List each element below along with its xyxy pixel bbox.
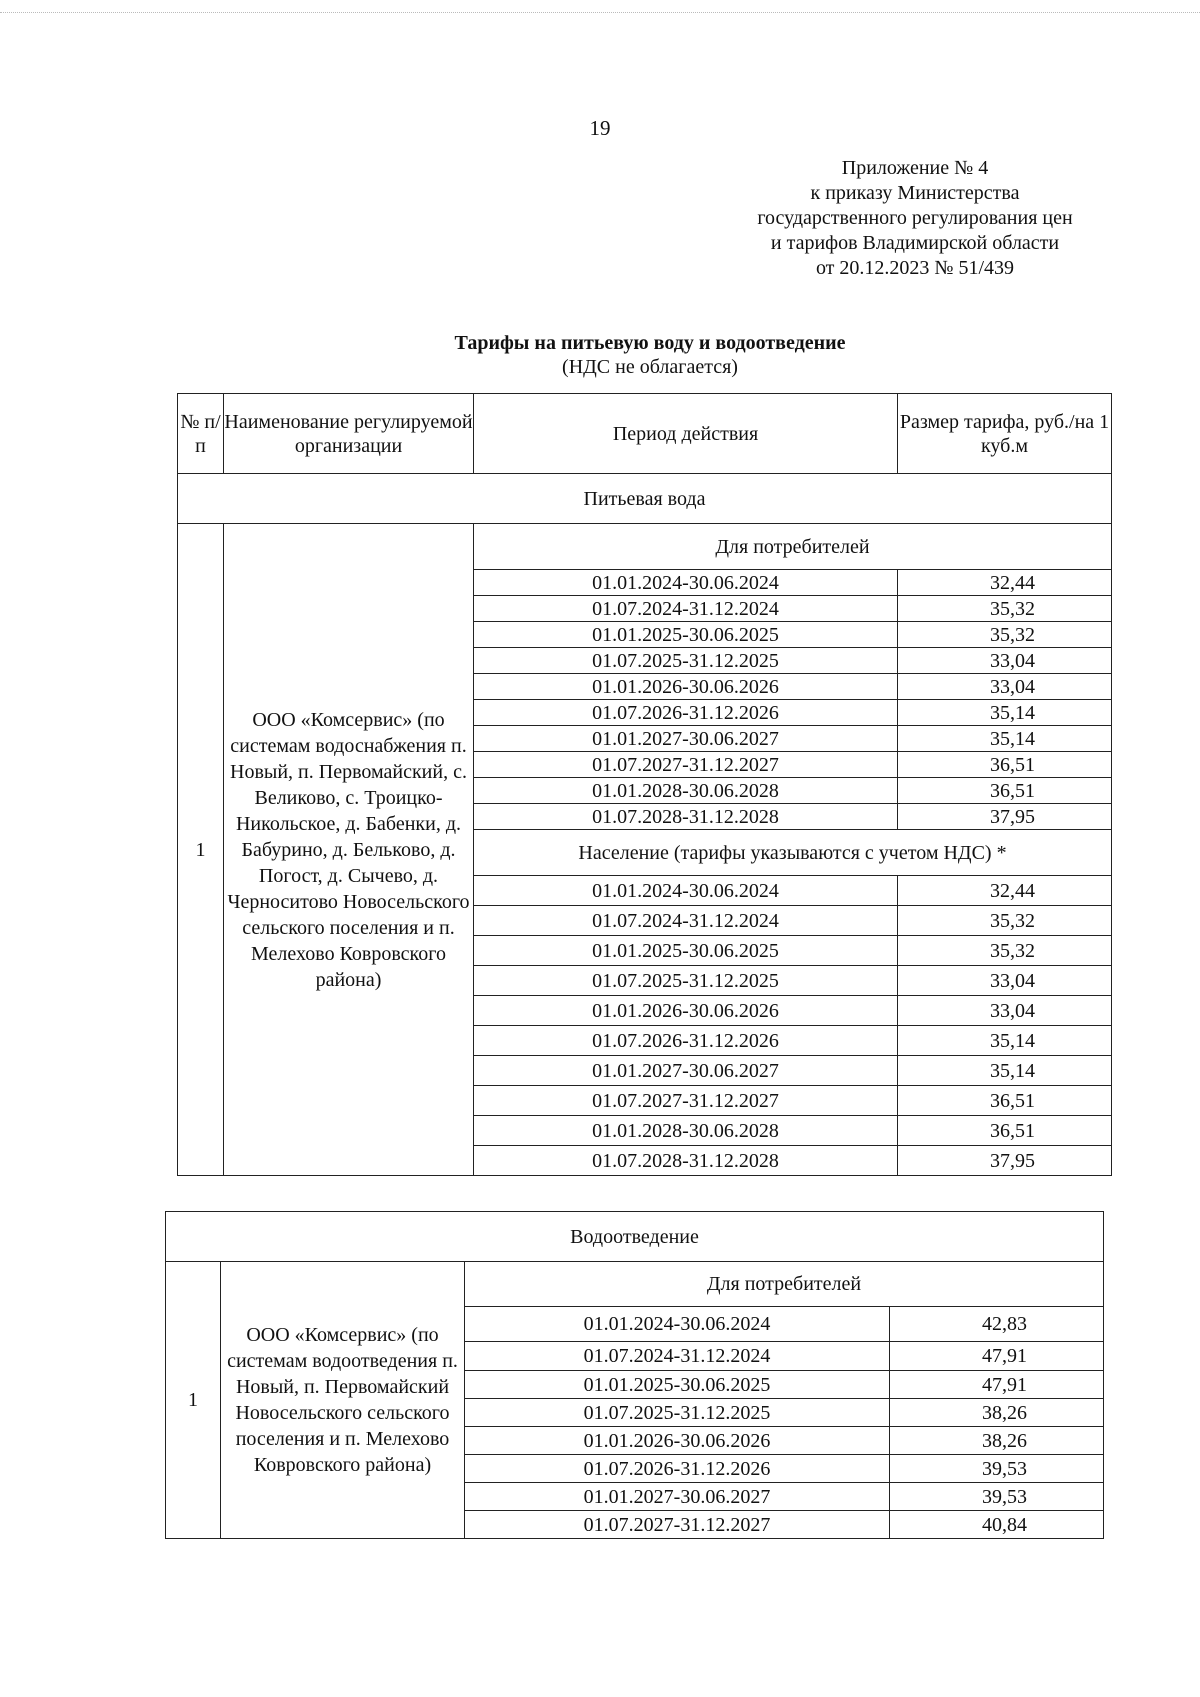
period-cell: 01.07.2028-31.12.2028 bbox=[474, 1146, 898, 1176]
sewage-tariff-table bbox=[165, 1211, 1104, 1539]
period-cell: 01.07.2027-31.12.2027 bbox=[465, 1511, 890, 1539]
period-cell: 01.01.2025-30.06.2025 bbox=[465, 1371, 890, 1399]
tariff-value-cell: 39,53 bbox=[890, 1455, 1104, 1483]
period-cell: 01.01.2027-30.06.2027 bbox=[474, 726, 898, 752]
tariff-value-cell: 38,26 bbox=[890, 1427, 1104, 1455]
period-cell: 01.07.2027-31.12.2027 bbox=[474, 752, 898, 778]
tariff-value-cell: 47,91 bbox=[890, 1342, 1104, 1371]
row-number: 1 bbox=[178, 524, 224, 1176]
tariff-value-cell: 47,91 bbox=[890, 1371, 1104, 1399]
tariff-value-cell: 38,26 bbox=[890, 1399, 1104, 1427]
document-subtitle: (НДС не облагается) bbox=[562, 356, 738, 378]
appendix-line: и тарифов Владимирской области bbox=[770, 232, 1060, 254]
tariff-value-cell: 32,44 bbox=[898, 570, 1112, 596]
period-cell: 01.01.2026-30.06.2026 bbox=[474, 996, 898, 1026]
period-cell: 01.01.2024-30.06.2024 bbox=[465, 1307, 890, 1342]
tariff-value-cell: 39,53 bbox=[890, 1483, 1104, 1511]
tariff-value-cell: 35,14 bbox=[898, 726, 1112, 752]
period-cell: 01.01.2025-30.06.2025 bbox=[474, 622, 898, 648]
tariff-value-cell: 35,32 bbox=[898, 622, 1112, 648]
tariff-value-cell: 36,51 bbox=[898, 778, 1112, 804]
subsection-label: Население (тарифы указываются с учетом НДС) * bbox=[474, 830, 1112, 876]
period-cell: 01.07.2024-31.12.2024 bbox=[474, 906, 898, 936]
subsection-label: Для потребителей bbox=[465, 1262, 1104, 1307]
appendix-line: государственного регулирования цен bbox=[757, 207, 1073, 229]
period-cell: 01.07.2028-31.12.2028 bbox=[474, 804, 898, 830]
tariff-value-cell: 33,04 bbox=[898, 966, 1112, 996]
period-cell: 01.07.2024-31.12.2024 bbox=[474, 596, 898, 622]
header-num: № п/п bbox=[178, 394, 224, 474]
appendix-line: к приказу Министерства bbox=[810, 182, 1020, 204]
period-cell: 01.07.2026-31.12.2026 bbox=[465, 1455, 890, 1483]
organization-name: ООО «Комсервис» (по системам водоснабжения п. Новый, п. Первомайский, с. Великово, с. Троицко-Никольское, д. Бабенки, д. Бабурино, д. Бельково, д. Погост, д. Сычево, д. Черноситово Новосельского сельского поселения и п. Мелехово Ковровского района) bbox=[224, 524, 474, 1176]
tariff-value-cell: 33,04 bbox=[898, 648, 1112, 674]
tariff-value-cell: 35,32 bbox=[898, 596, 1112, 622]
tariff-value-cell: 35,14 bbox=[898, 1026, 1112, 1056]
section-label-water: Питьевая вода bbox=[178, 474, 1112, 524]
subsection-row bbox=[178, 524, 1112, 570]
table-header-row bbox=[178, 394, 1112, 474]
period-cell: 01.01.2026-30.06.2026 bbox=[474, 674, 898, 700]
tariff-value-cell: 36,51 bbox=[898, 752, 1112, 778]
subsection-label: Для потребителей bbox=[474, 524, 1112, 570]
section-label-sewage: Водоотведение bbox=[166, 1212, 1104, 1262]
period-cell: 01.07.2024-31.12.2024 bbox=[465, 1342, 890, 1371]
header-org: Наименование регулируемой организации bbox=[224, 394, 474, 474]
period-cell: 01.07.2026-31.12.2026 bbox=[474, 1026, 898, 1056]
tariff-value-cell: 35,32 bbox=[898, 906, 1112, 936]
appendix-line: от 20.12.2023 № 51/439 bbox=[815, 257, 1015, 279]
tariff-value-cell: 36,51 bbox=[898, 1116, 1112, 1146]
period-cell: 01.01.2027-30.06.2027 bbox=[465, 1483, 890, 1511]
appendix-line: Приложение № 4 bbox=[841, 157, 989, 179]
period-cell: 01.01.2028-30.06.2028 bbox=[474, 1116, 898, 1146]
tariff-value-cell: 40,84 bbox=[890, 1511, 1104, 1539]
section-row bbox=[166, 1212, 1104, 1262]
period-cell: 01.01.2025-30.06.2025 bbox=[474, 936, 898, 966]
period-cell: 01.01.2027-30.06.2027 bbox=[474, 1056, 898, 1086]
period-cell: 01.01.2024-30.06.2024 bbox=[474, 876, 898, 906]
row-number: 1 bbox=[166, 1262, 221, 1539]
period-cell: 01.07.2025-31.12.2025 bbox=[465, 1399, 890, 1427]
tariff-value-cell: 33,04 bbox=[898, 996, 1112, 1026]
tariff-value-cell: 32,44 bbox=[898, 876, 1112, 906]
organization-name: ООО «Комсервис» (по системам водоотведения п. Новый, п. Первомайский Новосельского сельского поселения и п. Мелехово Ковровского района) bbox=[221, 1262, 465, 1539]
period-cell: 01.07.2025-31.12.2025 bbox=[474, 966, 898, 996]
header-period: Период действия bbox=[474, 394, 898, 474]
period-cell: 01.01.2026-30.06.2026 bbox=[465, 1427, 890, 1455]
period-cell: 01.07.2026-31.12.2026 bbox=[474, 700, 898, 726]
period-cell: 01.07.2027-31.12.2027 bbox=[474, 1086, 898, 1116]
tariff-value-cell: 36,51 bbox=[898, 1086, 1112, 1116]
tariff-value-cell: 35,32 bbox=[898, 936, 1112, 966]
tariff-value-cell: 37,95 bbox=[898, 804, 1112, 830]
tariff-value-cell: 33,04 bbox=[898, 674, 1112, 700]
period-cell: 01.07.2025-31.12.2025 bbox=[474, 648, 898, 674]
tariff-value-cell: 42,83 bbox=[890, 1307, 1104, 1342]
scan-artifact-line bbox=[0, 12, 1200, 14]
appendix-block bbox=[700, 156, 1130, 281]
period-cell: 01.01.2028-30.06.2028 bbox=[474, 778, 898, 804]
water-tariff-table bbox=[177, 393, 1112, 1176]
tariff-value-cell: 37,95 bbox=[898, 1146, 1112, 1176]
header-tariff: Размер тарифа, руб./на 1 куб.м bbox=[898, 394, 1112, 474]
subsection-row bbox=[166, 1262, 1104, 1307]
period-cell: 01.01.2024-30.06.2024 bbox=[474, 570, 898, 596]
section-row bbox=[178, 474, 1112, 524]
tariff-value-cell: 35,14 bbox=[898, 1056, 1112, 1086]
tariff-value-cell: 35,14 bbox=[898, 700, 1112, 726]
document-title: Тарифы на питьевую воду и водоотведение bbox=[454, 332, 846, 354]
page-number: 19 bbox=[589, 116, 611, 140]
